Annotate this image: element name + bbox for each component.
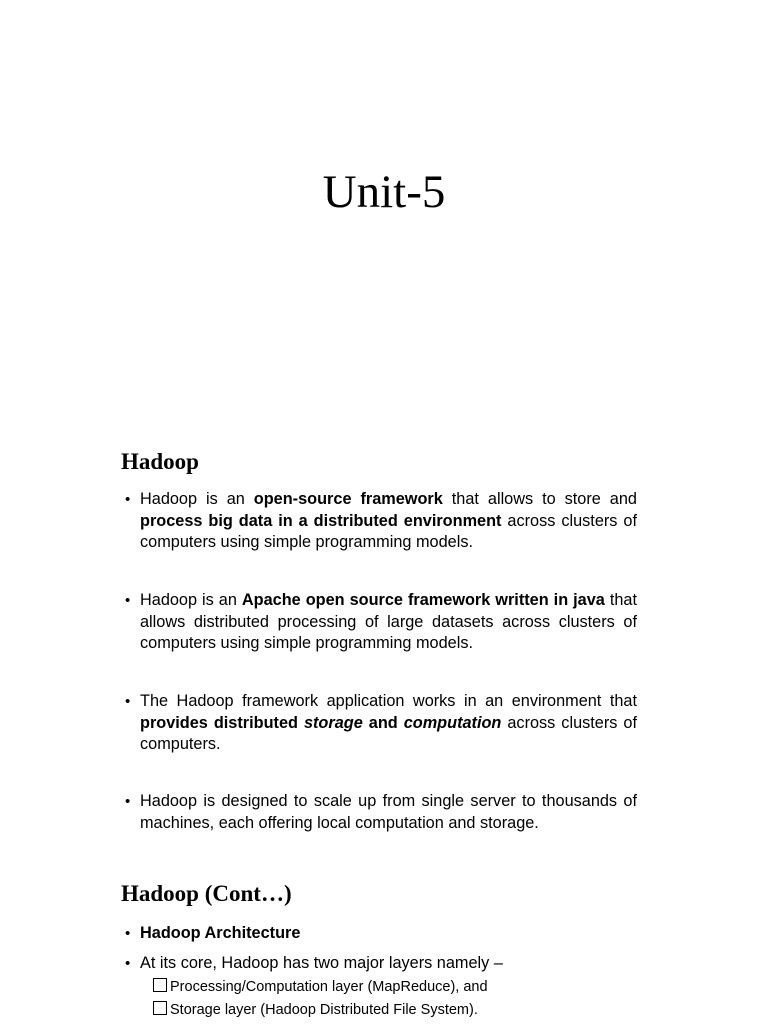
bullet-icon: •	[125, 793, 131, 810]
section-heading-hadoop: Hadoop	[121, 449, 199, 474]
sub-list-item: Processing/Computation layer (MapReduce), and	[153, 978, 633, 997]
sub-list-item: Storage layer (Hadoop Distributed File System).	[153, 1001, 633, 1020]
list-item	[125, 923, 637, 945]
bullet-icon: •	[125, 693, 131, 710]
bullet-text: Hadoop is an Apache open source framework written in java that allows distributed processing of large datasets across clusters of computers using simple programming models.	[140, 591, 637, 652]
bullet-text: The Hadoop framework application works in an environment that provides distributed storage and computation across clusters of computers.	[140, 692, 637, 753]
bullet-text: Hadoop Architecture	[140, 924, 301, 942]
bullet-icon: •	[125, 491, 131, 508]
list-item	[125, 791, 637, 834]
bullet-text: Hadoop is designed to scale up from single server to thousands of machines, each offering local computation and storage.	[140, 792, 637, 832]
bullet-icon: •	[125, 592, 131, 609]
section-heading-hadoop-cont: Hadoop (Cont…)	[121, 881, 292, 906]
checkbox-bullet-icon	[153, 978, 167, 992]
bullet-text: Hadoop is an open-source framework that allows to store and process big data in a distributed environment across clusters of computers using simple programming models.	[140, 490, 637, 551]
page-title: Unit-5	[322, 166, 446, 218]
list-item	[125, 489, 637, 554]
bullet-icon: •	[125, 955, 131, 972]
list-item	[125, 953, 637, 975]
list-item	[125, 590, 637, 655]
list-item	[125, 691, 637, 756]
bullet-text: At its core, Hadoop has two major layers namely –	[140, 954, 503, 972]
bullet-icon: •	[125, 925, 131, 942]
checkbox-bullet-icon	[153, 1001, 167, 1015]
